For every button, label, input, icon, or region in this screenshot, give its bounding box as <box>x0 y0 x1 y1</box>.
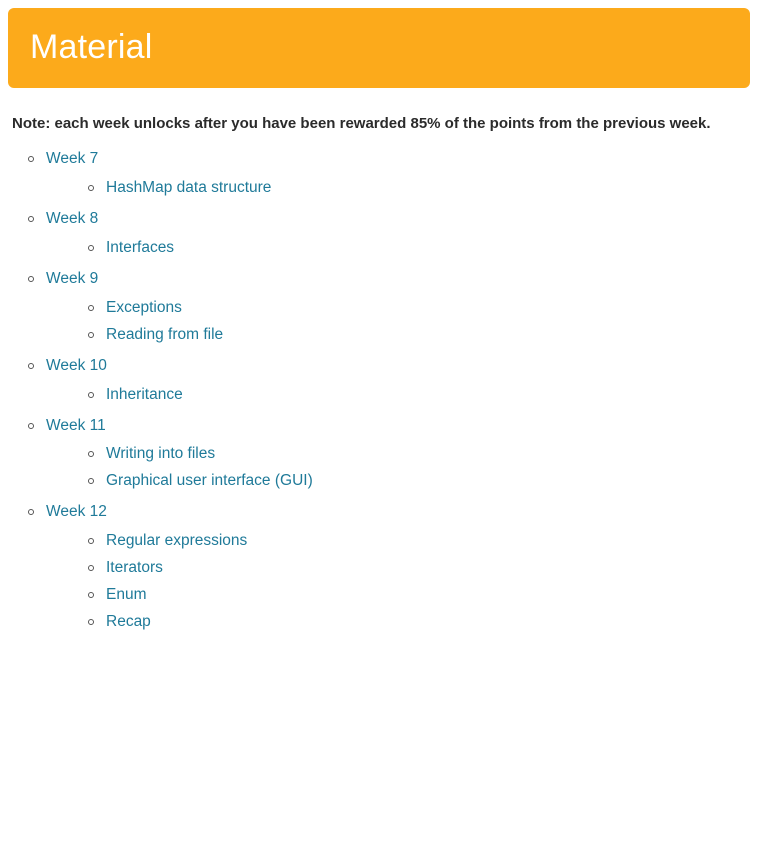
week-link[interactable]: Week 11 <box>46 416 106 434</box>
topic-link[interactable]: Iterators <box>106 559 163 577</box>
list-item-topic <box>88 178 758 199</box>
topic-link[interactable]: Recap <box>106 613 151 630</box>
circle-bullet-icon <box>28 276 34 282</box>
circle-bullet-icon <box>88 305 94 311</box>
list-item-week <box>28 209 758 259</box>
topics-list <box>28 385 758 406</box>
list-item-week <box>28 149 758 199</box>
topic-link[interactable]: Regular expressions <box>106 532 248 550</box>
circle-bullet-icon <box>28 363 34 369</box>
circle-bullet-icon <box>88 332 94 338</box>
list-item-topic <box>88 531 758 552</box>
list-item-week <box>28 502 758 633</box>
page-title: Material <box>30 28 153 67</box>
week-link[interactable]: Week 12 <box>46 503 107 521</box>
unlock-note: Note: each week unlocks after you have been rewarded 85% of the points from the previous week. <box>12 115 711 132</box>
week-link[interactable]: Week 10 <box>46 356 107 374</box>
circle-bullet-icon <box>28 216 34 222</box>
circle-bullet-icon <box>88 592 94 598</box>
list-item-topic <box>88 325 758 346</box>
list-item-topic <box>88 238 758 259</box>
topic-link[interactable]: Inheritance <box>106 385 183 403</box>
circle-bullet-icon <box>28 423 34 429</box>
topics-list <box>28 444 758 492</box>
topics-list <box>28 298 758 346</box>
circle-bullet-icon <box>88 565 94 571</box>
topic-link[interactable]: Reading from file <box>106 325 224 343</box>
circle-bullet-icon <box>88 619 94 625</box>
list-item-week <box>28 269 758 346</box>
topics-list <box>28 178 758 199</box>
circle-bullet-icon <box>88 245 94 251</box>
topics-list <box>28 238 758 259</box>
circle-bullet-icon <box>88 392 94 398</box>
topic-link[interactable]: HashMap data structure <box>106 179 272 197</box>
list-item-topic <box>88 385 758 406</box>
circle-bullet-icon <box>28 156 34 162</box>
list-item-week <box>28 416 758 493</box>
circle-bullet-icon <box>88 451 94 457</box>
page-banner <box>8 8 750 88</box>
list-item-topic <box>88 585 758 606</box>
topic-link[interactable]: Interfaces <box>106 239 175 257</box>
list-item-topic <box>88 471 758 492</box>
list-item-week <box>28 356 758 406</box>
weeks-list <box>0 149 758 633</box>
week-link[interactable]: Week 9 <box>46 269 99 287</box>
circle-bullet-icon <box>88 538 94 544</box>
circle-bullet-icon <box>88 478 94 484</box>
list-item-topic <box>88 444 758 465</box>
page-container <box>0 8 758 854</box>
circle-bullet-icon <box>88 185 94 191</box>
topic-link[interactable]: Exceptions <box>106 298 182 316</box>
list-item-topic <box>88 612 758 633</box>
week-link[interactable]: Week 7 <box>46 150 99 168</box>
list-item-topic <box>88 558 758 579</box>
list-item-topic <box>88 298 758 319</box>
week-link[interactable]: Week 8 <box>46 210 99 228</box>
topic-link[interactable]: Graphical user interface (GUI) <box>106 472 313 490</box>
topics-list <box>28 531 758 633</box>
topic-link[interactable]: Enum <box>106 586 147 604</box>
topic-link[interactable]: Writing into files <box>106 445 216 463</box>
circle-bullet-icon <box>28 509 34 515</box>
